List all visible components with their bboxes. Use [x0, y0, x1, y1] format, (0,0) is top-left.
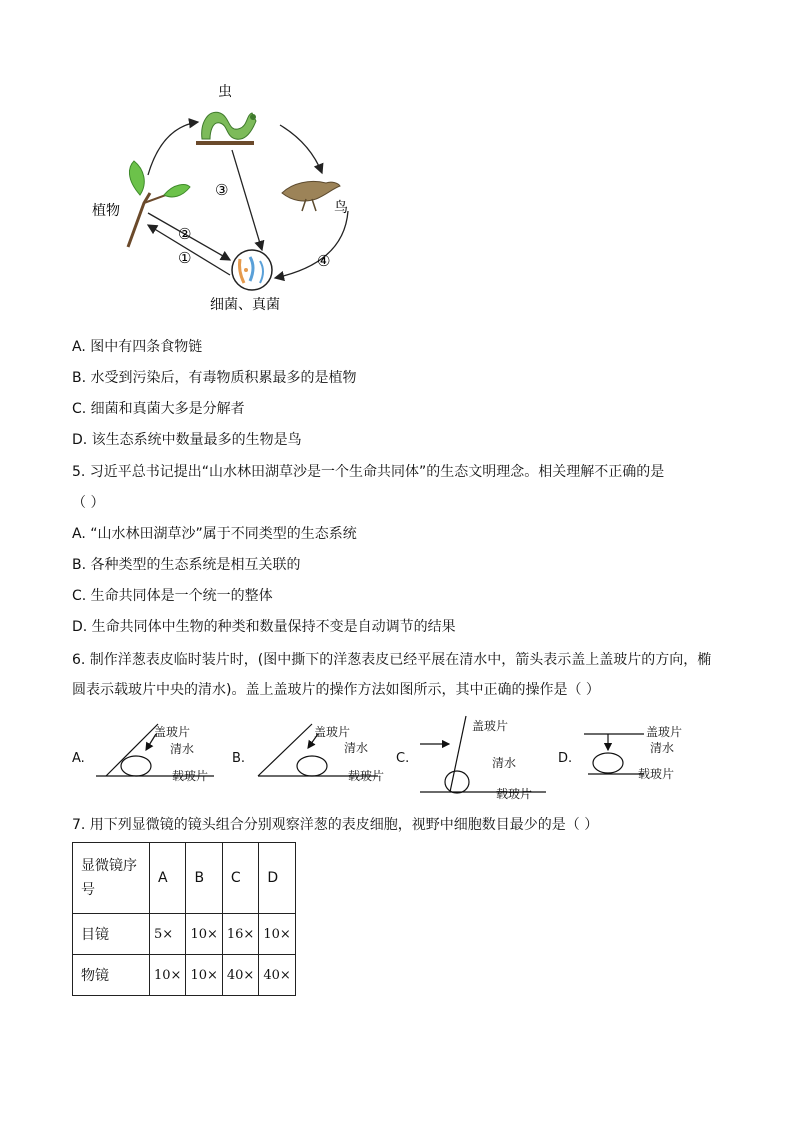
table-col-d: D	[259, 843, 295, 914]
arrow-insect-to-bird	[280, 125, 322, 173]
microscope-table	[72, 842, 296, 996]
q4-option-c: C. 细菌和真菌大多是分解者	[72, 401, 245, 417]
table-cell: 40×	[222, 955, 258, 996]
arrow-label-3: ③	[215, 181, 229, 199]
diagram-d-letter: D.	[558, 751, 573, 766]
diagram-c-letter: C.	[396, 751, 410, 766]
diagram-b-water-label: 清水	[344, 741, 369, 755]
insect-label: 虫	[218, 84, 232, 100]
decomposer-label: 细菌、真菌	[210, 297, 280, 313]
table-row	[73, 914, 296, 955]
food-web-diagram	[70, 75, 370, 320]
table-cell: 5×	[150, 914, 186, 955]
diagram-a-cover-label: 盖玻片	[154, 725, 191, 739]
q5-answer-paren: （ ）	[72, 495, 105, 511]
q4-option-a: A. 图中有四条食物链	[72, 339, 203, 355]
arrow-bird-to-decomposer	[275, 211, 348, 278]
arrow-label-4: ④	[317, 252, 331, 270]
arrow-plant-to-insect	[148, 122, 198, 175]
table-header-line1: 显微镜序	[81, 858, 137, 874]
diagram-a-water-label: 清水	[170, 742, 195, 756]
table-col-c: C	[222, 843, 258, 914]
bird-icon	[282, 181, 340, 211]
q6-stem-line1: 6. 制作洋葱表皮临时装片时，(图中撕下的洋葱表皮已经平展在清水中，箭头表示盖上盖玻片的方向，椭	[72, 652, 712, 668]
table-header-row	[73, 843, 296, 914]
arrow-label-2: ②	[178, 225, 192, 243]
arrow-label-1: ①	[178, 249, 192, 267]
plant-label: 植物	[92, 203, 120, 219]
table-header-line2: 号	[81, 882, 95, 898]
q5-option-a: A. “山水林田湖草沙”属于不同类型的生态系统	[72, 526, 357, 542]
table-cell: 16×	[222, 914, 258, 955]
arrow-insect-to-decomposer	[232, 150, 262, 250]
diagram-d-cover-label: 盖玻片	[646, 725, 683, 739]
diagram-c-cover-label: 盖玻片	[472, 719, 509, 733]
bird-label: 鸟	[334, 200, 348, 216]
table-cell: 40×	[259, 955, 295, 996]
diagram-d-water-label: 清水	[650, 741, 675, 755]
diagram-a-letter: A.	[72, 751, 85, 766]
table-row-label: 物镜	[73, 955, 150, 996]
table-cell: 10×	[259, 914, 295, 955]
table-col-b: B	[186, 843, 222, 914]
table-row-label: 目镜	[73, 914, 150, 955]
q4-option-d: D. 该生态系统中数量最多的生物是鸟	[72, 432, 302, 448]
diagram-c-slide-label: 载玻片	[496, 787, 533, 801]
q5-option-b: B. 各种类型的生态系统是相互关联的	[72, 557, 301, 573]
coverslip-diagrams	[66, 712, 716, 804]
q7-stem: 7. 用下列显微镜的镜头组合分别观察洋葱的表皮细胞，视野中细胞数目最少的是（ ）	[72, 817, 599, 833]
diagram-d	[558, 724, 682, 781]
table-row	[73, 955, 296, 996]
diagram-c	[396, 716, 546, 801]
microbe-icon	[232, 250, 272, 290]
table-col-a: A	[150, 843, 186, 914]
diagram-a-slide-label: 载玻片	[172, 769, 209, 783]
q4-option-b: B. 水受到污染后，有毒物质积累最多的是植物	[72, 370, 357, 386]
diagram-c-water-label: 清水	[492, 756, 517, 770]
table-cell: 10×	[150, 955, 186, 996]
diagram-b-cover-label: 盖玻片	[314, 725, 351, 739]
table-header-cell	[73, 843, 150, 914]
caterpillar-icon	[196, 112, 256, 145]
q6-stem-line2: 圆表示载玻片中央的清水)。盖上盖玻片的操作方法如图所示，其中正确的操作是（ ）	[72, 682, 600, 698]
q5-option-c: C. 生命共同体是一个统一的整体	[72, 588, 273, 604]
table-cell: 10×	[186, 914, 222, 955]
q5-option-d: D. 生命共同体中生物的种类和数量保持不变是自动调节的结果	[72, 619, 456, 635]
diagram-b	[232, 724, 384, 783]
diagram-a	[72, 724, 214, 783]
diagram-d-slide-label: 载玻片	[638, 767, 675, 781]
q5-stem: 5. 习近平总书记提出“山水林田湖草沙是一个生命共同体”的生态文明理念。相关理解不正确的是	[72, 464, 665, 480]
diagram-b-letter: B.	[232, 751, 246, 766]
table-cell: 10×	[186, 955, 222, 996]
diagram-b-slide-label: 载玻片	[348, 769, 385, 783]
